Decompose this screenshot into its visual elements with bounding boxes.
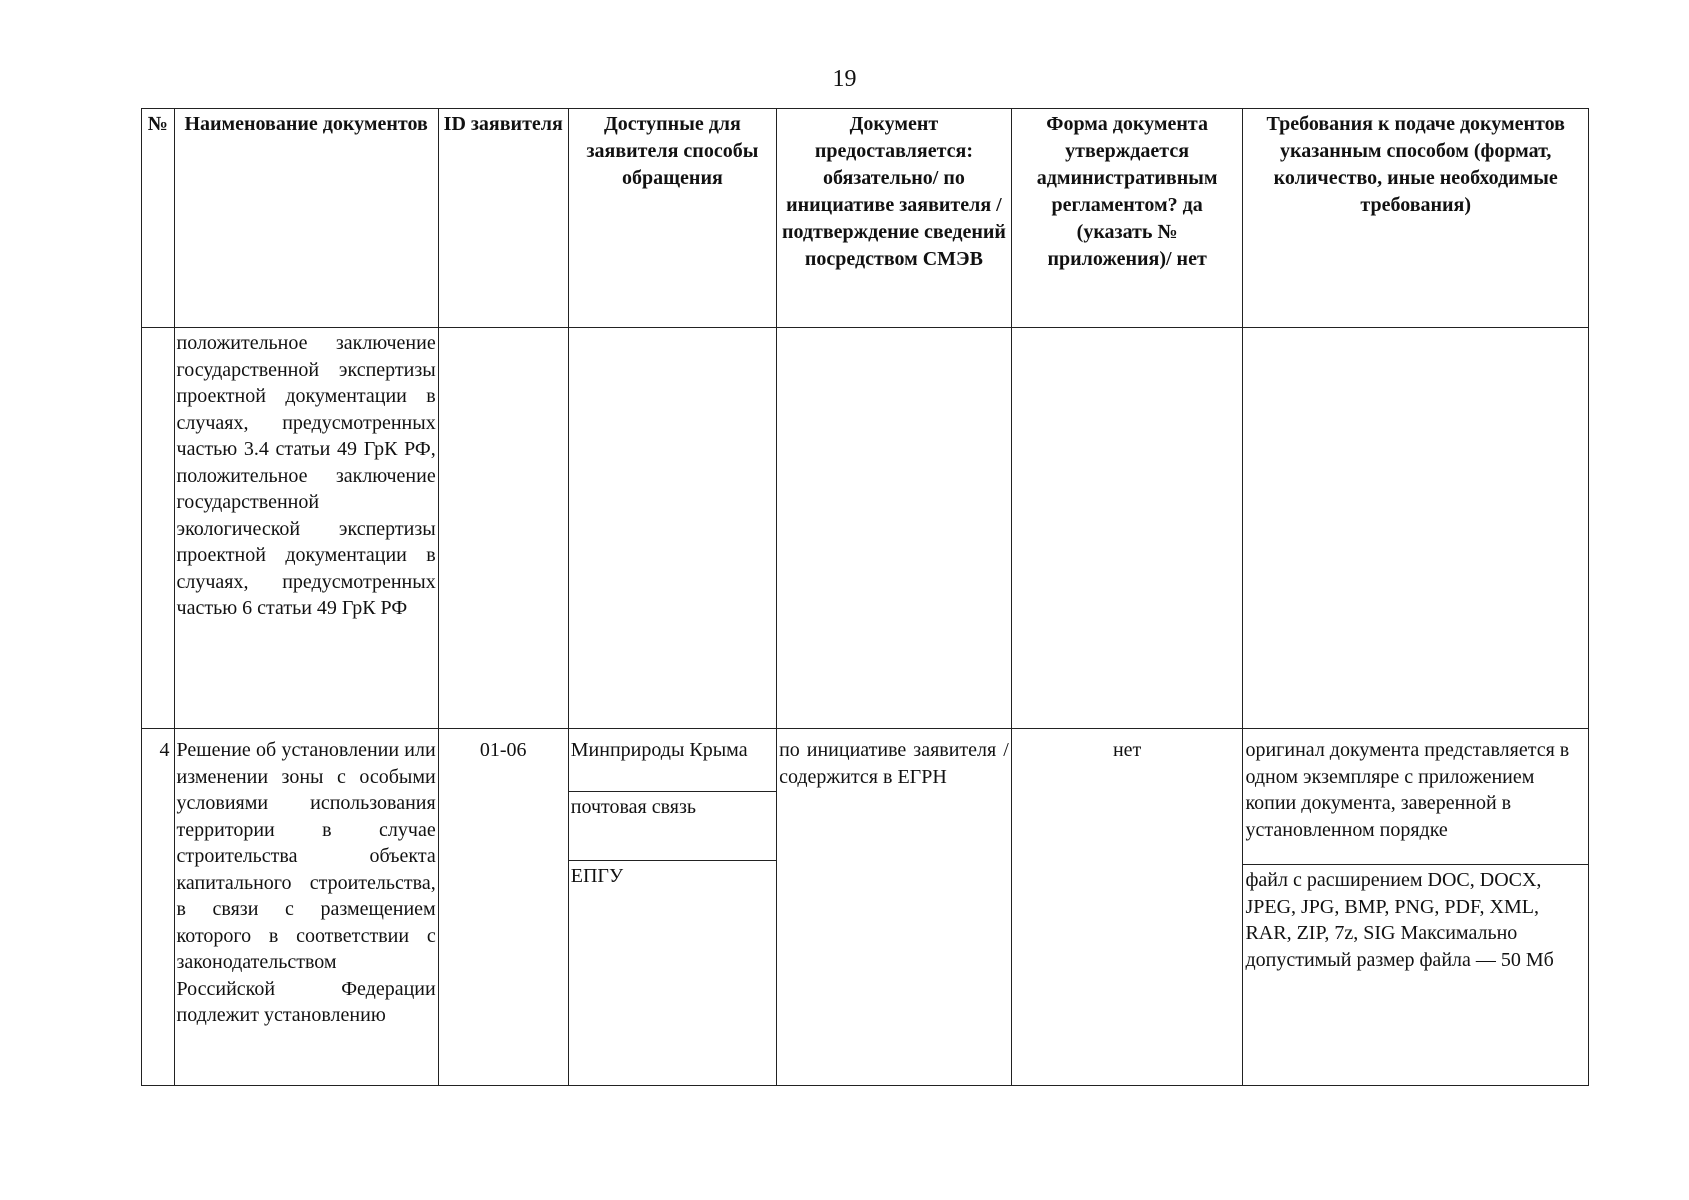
header-form: Форма документа утверждается административным регламентом? да (указать № приложения)/ нет: [1011, 109, 1243, 328]
applicant-id: 01-06: [438, 729, 568, 1086]
requirement-item: оригинал документа представляется в одном экземпляре с приложением копии документа, заверенной в установленном порядке: [1245, 739, 1570, 841]
row-num: [142, 328, 175, 729]
documents-table: [141, 108, 1589, 1086]
table-header-row: [142, 109, 1589, 328]
document-name: Решение об установлении или изменении зоны с особыми условиями использования территории в случае строительства объекта капитального строительства, в связи с размещением которого в соответствии с законодательством Российской Федерации подлежит установлению: [174, 729, 438, 1086]
access-way-item: ЕПГУ: [569, 860, 776, 892]
row-num: 4: [142, 729, 175, 1086]
form-approval: нет: [1011, 729, 1243, 1086]
header-id: ID заявителя: [438, 109, 568, 328]
access-way-item: почтовая связь: [569, 791, 776, 860]
requirement-item: файл с расширением DOC, DOCX, JPEG, JPG, BMP, PNG, PDF, XML, RAR, ZIP, 7z, SIG Максимально допустимый размер файла — 50 Мб: [1243, 864, 1588, 975]
access-ways: [568, 328, 776, 729]
header-requirements: Требования к подаче документов указанным способом (формат, количество, иные необходимые требования): [1243, 109, 1589, 328]
form-approval: [1011, 328, 1243, 729]
header-name: Наименование документов: [174, 109, 438, 328]
access-ways: [568, 729, 776, 1086]
table-row: [142, 328, 1589, 729]
submission-requirements: [1243, 328, 1589, 729]
header-num: №: [142, 109, 175, 328]
header-ways: Доступные для заявителя способы обращения: [568, 109, 776, 328]
applicant-id: [438, 328, 568, 729]
submission-requirements: [1243, 729, 1589, 1086]
page-number: 19: [832, 66, 857, 92]
provision-type: по инициативе заявителя / содержится в ЕГРН: [777, 729, 1012, 1086]
table-row: [142, 729, 1589, 1086]
header-provided: Документ предоставляется: обязательно/ по инициативе заявителя /подтверждение сведений посредством СМЭВ: [777, 109, 1012, 328]
document-name: положительное заключение государственной экспертизы проектной документации в случаях, предусмотренных частью 3.4 статьи 49 ГрК РФ, положительное заключение государственной экологической экспертизы проектной документации в случаях, предусмотренных частью 6 статьи 49 ГрК РФ: [174, 328, 438, 729]
provision-type: [777, 328, 1012, 729]
access-way-item: Минприроды Крыма: [570, 739, 748, 761]
